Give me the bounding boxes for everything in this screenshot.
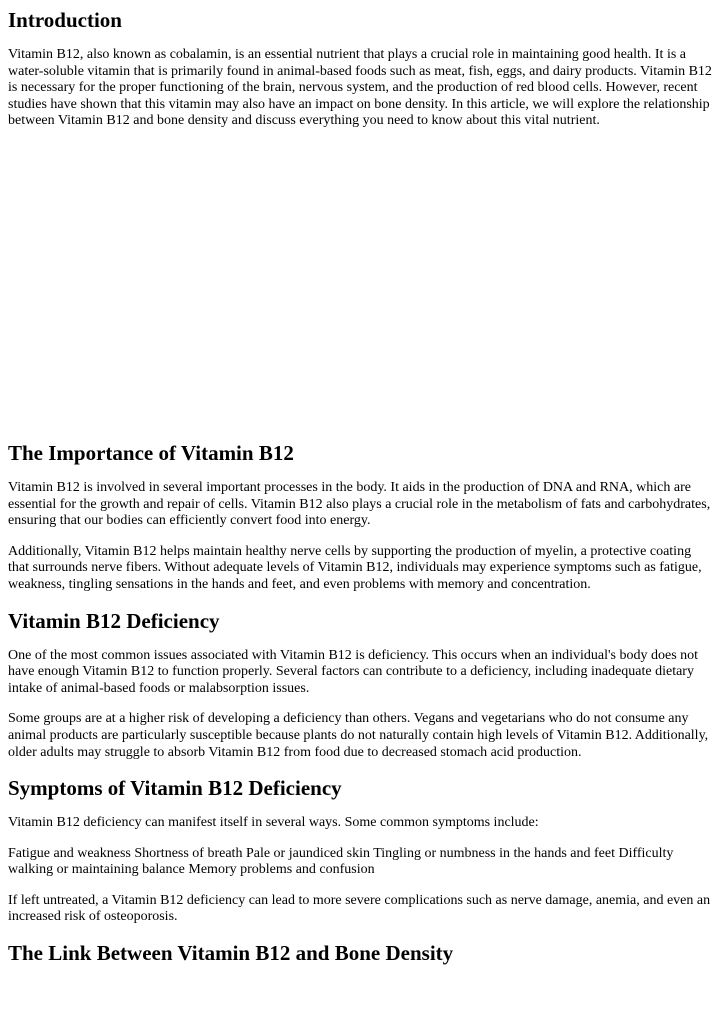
importance-paragraph: Additionally, Vitamin B12 helps maintain healthy nerve cells by supporting the production of myelin, a protective coating that surrounds nerve fibers. Without adequate levels of Vitamin B12, individuals may experience symptoms such as fatigue, weakness, tingling sensations in the hands and feet, and even problems with memory and concentration.	[8, 543, 702, 592]
introduction-heading: Introduction	[8, 8, 122, 32]
importance-section	[8, 441, 714, 594]
symptoms-section	[8, 776, 714, 926]
symptoms-list-paragraph: Fatigue and weakness Shortness of breath Pale or jaundiced skin Tingling or numbness in the hands and feet Difficulty walking or maintaining balance Memory problems and confusion	[8, 845, 674, 878]
importance-heading: The Importance of Vitamin B12	[8, 440, 294, 465]
link-heading: The Link Between Vitamin B12 and Bone Density	[8, 941, 454, 966]
deficiency-section	[8, 609, 714, 762]
symptoms-heading: Symptoms of Vitamin B12 Deficiency	[8, 776, 342, 801]
symptoms-paragraph: If left untreated, a Vitamin B12 deficiency can lead to more severe complications such as nerve damage, anemia, and even an increased risk of osteoporosis.	[8, 892, 711, 925]
deficiency-paragraph: One of the most common issues associated with Vitamin B12 is deficiency. This occurs when an individual's body does not have enough Vitamin B12 to function properly. Several factors can contribute to a deficiency, including inadequate dietary intake of animal-based foods or malabsorption issues.	[8, 647, 699, 696]
deficiency-paragraph: Some groups are at a higher risk of developing a deficiency than others. Vegans and vegetarians who do not consume any animal products are particularly susceptible because plants do not naturally contain high levels of Vitamin B12. Additionally, older adults may struggle to absorb Vitamin B12 from food due to decreased stomach acid production.	[8, 711, 709, 760]
introduction-paragraph: Vitamin B12, also known as cobalamin, is an essential nutrient that plays a crucial role in maintaining good health. It is a water-soluble vitamin that is primarily found in animal-based foods such as meat, fish, eggs, and dairy products. Vitamin B12 is necessary for the proper functioning of the brain, nervous system, and the production of red blood cells. However, recent studies have shown that this vitamin may also have an impact on bone density. In this article, we will explore the relationship between Vitamin B12 and bone density and discuss everything you need to know about this vital nutrient.	[8, 47, 712, 129]
deficiency-heading: Vitamin B12 Deficiency	[8, 608, 220, 633]
importance-paragraph: Vitamin B12 is involved in several important processes in the body. It aids in the production of DNA and RNA, which are essential for the growth and repair of cells. Vitamin B12 also plays a crucial role in the metabolism of fats and carbohydrates, ensuring that our bodies can efficiently convert food into energy.	[8, 479, 711, 529]
link-section	[8, 941, 714, 965]
symptoms-paragraph: Vitamin B12 deficiency can manifest itself in several ways. Some common symptoms include:	[8, 815, 539, 831]
blank-ad-space	[8, 130, 714, 441]
introduction-section	[8, 0, 714, 130]
